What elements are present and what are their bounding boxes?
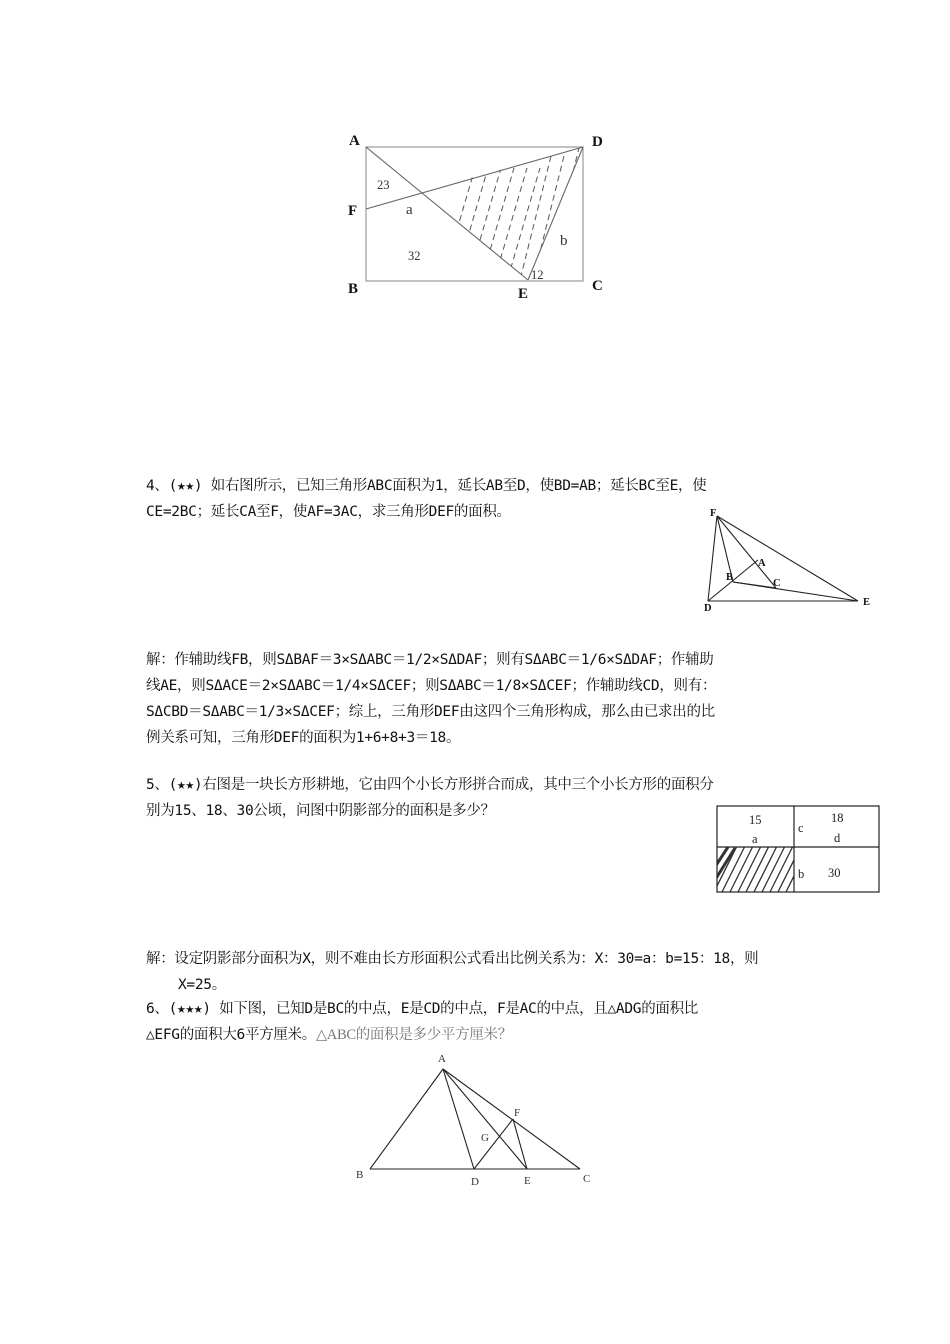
solution-line: 例关系可知，三角形DEF的面积为1+6+8+3＝18。 xyxy=(146,730,461,746)
vertex-label-c: C xyxy=(592,278,603,294)
vertex-label-d: D xyxy=(471,1176,479,1188)
problem-6-line-2-main: △EFG的面积大6平方厘米。 xyxy=(146,1027,316,1043)
vertex-label-g: G xyxy=(481,1132,489,1144)
vertex-label-f: F xyxy=(710,508,717,519)
vertex-label-f: F xyxy=(348,203,358,219)
vertex-label-e: E xyxy=(518,286,529,302)
area-label-18: 18 xyxy=(831,811,844,825)
area-label-12: 12 xyxy=(531,268,544,282)
side-label-d: d xyxy=(834,831,841,845)
figure-four-rectangles xyxy=(710,800,890,900)
problem-6 xyxy=(146,996,826,1048)
solution-line: 解：设定阴影部分面积为X，则不难由长方形面积公式看出比例关系为：X：30=a：b=15：18，则 xyxy=(146,951,759,967)
vertex-label-c: C xyxy=(773,578,781,589)
vertex-label-f: F xyxy=(514,1107,521,1119)
side-label-a: a xyxy=(752,832,758,846)
solution-line: SΔCBD＝SΔABC＝1/3×SΔCEF；综上，三角形DEF由这四个三角形构成，那么由已求出的比 xyxy=(146,704,715,720)
area-label-23: 23 xyxy=(377,178,390,192)
vertex-label-e: E xyxy=(524,1175,531,1187)
vertex-label-a: A xyxy=(758,558,766,569)
vertex-label-a: A xyxy=(438,1053,446,1065)
solution-line: 解：作辅助线FB，则SΔBAF＝3×SΔABC＝1/2×SΔDAF；则有SΔABC＝1/6×SΔDAF；作辅助 xyxy=(146,652,714,668)
side-label-b: b xyxy=(798,867,805,881)
vertex-label-b: B xyxy=(348,281,359,297)
area-label-32: 32 xyxy=(408,249,421,263)
problem-6-line-1: 6、(★★★) 如下图，已知D是BC的中点，E是CD的中点，F是AC的中点，且△ADG的面积比 xyxy=(146,1001,698,1017)
solution-line: X=25。 xyxy=(178,977,226,993)
solution-line: 线AE，则SΔACE＝2×SΔABC＝1/4×SΔCEF；则SΔABC＝1/8×SΔCEF；作辅助线CD，则有： xyxy=(146,678,717,694)
area-label-30: 30 xyxy=(828,866,841,880)
vertex-label-d: D xyxy=(592,134,603,150)
problem-6-question: △ABC的面积是多少平方厘米？ xyxy=(315,1027,512,1043)
area-label-b: b xyxy=(560,233,568,249)
figure-rectangle-abcd xyxy=(340,128,620,308)
vertex-label-b: B xyxy=(726,572,734,583)
figure-triangle-abc xyxy=(350,1048,600,1188)
vertex-label-d: D xyxy=(704,603,712,614)
problem-4-line-2: CE=2BC；延长CA至F，使AF=3AC，求三角形DEF的面积。 xyxy=(146,504,511,520)
problem-4-line-1: 4、(★★) 如右图所示，已知三角形ABC面积为1，延长AB至D，使BD=AB；延长BC至E，使 xyxy=(146,478,707,494)
figure-triangle-def xyxy=(700,505,880,615)
vertex-label-e: E xyxy=(863,597,871,608)
area-label-a: a xyxy=(406,202,413,218)
vertex-label-c: C xyxy=(583,1173,591,1185)
side-label-c: c xyxy=(798,821,804,835)
problem-6-line-2 xyxy=(146,1022,826,1048)
problem-5-solution xyxy=(146,946,826,998)
problem-5-line-2: 别为15、18、30公顷，问图中阴影部分的面积是多少？ xyxy=(146,803,495,819)
problem-5-line-1: 5、(★★)右图是一块长方形耕地，它由四个小长方形拼合而成，其中三个小长方形的面积分 xyxy=(146,777,714,793)
problem-4-solution xyxy=(146,647,826,751)
area-label-15: 15 xyxy=(749,813,762,827)
vertex-label-a: A xyxy=(349,133,360,149)
vertex-label-b: B xyxy=(356,1169,364,1181)
